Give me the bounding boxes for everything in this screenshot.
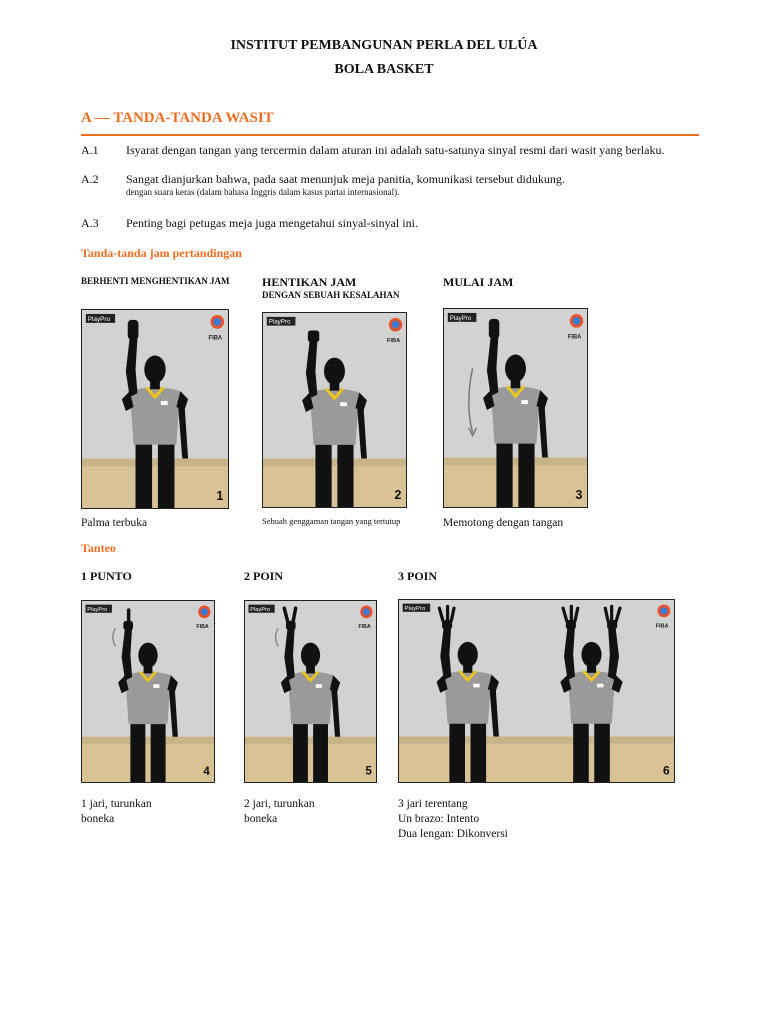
signal-label-3-points: 3 POIN — [398, 569, 437, 583]
document-subtitle: BOLA BASKET — [334, 62, 434, 77]
paragraph-text-a1: Isyarat dengan tangan yang tercermin dalam aturan ini adalah satu-satunya sinyal resmi dari wasit yang berlaku. — [126, 143, 665, 157]
card-number: 2 — [394, 488, 402, 503]
section-title: A — TANDA-TANDA WASIT — [81, 110, 274, 126]
signal-card-1 — [81, 309, 229, 509]
card-number: 3 — [575, 487, 583, 503]
caption-line: boneka — [244, 813, 278, 825]
signal-card-5 — [244, 600, 377, 783]
card-number: 6 — [663, 763, 670, 778]
signal-caption-4 — [81, 797, 152, 827]
card-number: 1 — [216, 487, 224, 504]
svg-text:FIBA: FIBA — [386, 338, 401, 345]
caption-line: 2 jari, turunkan — [244, 798, 315, 810]
paragraph-number-a3: A.3 — [81, 216, 99, 230]
signal-label-1-point: 1 PUNTO — [81, 569, 132, 583]
signal-sublabel-stop-clock-foul: DENGAN SEBUAH KESALAHAN — [262, 290, 400, 300]
signal-caption-6 — [398, 797, 508, 842]
svg-text:PlayPro: PlayPro — [268, 318, 291, 326]
signal-caption-1: Palma terbuka — [81, 517, 148, 529]
caption-line: 1 jari, turunkan — [81, 798, 152, 810]
card-number: 5 — [365, 765, 372, 778]
signal-card-3 — [443, 308, 588, 508]
caption-line: 3 jari terentang — [398, 798, 468, 810]
caption-line: Dua lengan: Dikonversi — [398, 828, 508, 840]
signal-label-start-clock: MULAI JAM — [443, 275, 514, 289]
signal-card-6 — [398, 599, 675, 783]
signal-label-stop-clock: BERHENTI MENGHENTIKAN JAM — [81, 276, 230, 286]
score-signals-heading: Tanteo — [81, 541, 116, 555]
svg-text:PlayPro: PlayPro — [87, 315, 110, 323]
svg-text:FIBA: FIBA — [655, 623, 669, 630]
paragraph-number-a1: A.1 — [81, 143, 99, 157]
caption-line: boneka — [81, 813, 115, 825]
caption-line: Un brazo: Intento — [398, 813, 480, 825]
signal-label-2-points: 2 POIN — [244, 569, 283, 583]
svg-text:FIBA: FIBA — [567, 334, 582, 341]
section-divider — [81, 134, 699, 136]
svg-text:PlayPro: PlayPro — [87, 606, 108, 613]
svg-text:FIBA: FIBA — [196, 624, 209, 631]
signal-caption-2: Sebuah genggaman tangan yang tertutup — [262, 516, 401, 526]
signal-card-4 — [81, 600, 215, 783]
svg-text:PlayPro: PlayPro — [404, 606, 426, 613]
paragraph-text-a3: Penting bagi petugas meja juga mengetahui sinyal-sinyal ini. — [126, 216, 418, 230]
document-title: INSTITUT PEMBANGUNAN PERLA DEL ULÚA — [230, 38, 538, 53]
svg-text:PlayPro: PlayPro — [250, 606, 271, 613]
svg-text:FIBA: FIBA — [208, 335, 223, 342]
clock-signals-heading: Tanda-tanda jam pertandingan — [81, 246, 242, 260]
paragraph-text-a2: Sangat dianjurkan bahwa, pada saat menunjuk meja panitia, komunikasi tersebut didukung. — [126, 172, 565, 186]
paragraph-number-a2: A.2 — [81, 172, 99, 186]
signal-caption-3: Memotong dengan tangan — [443, 517, 564, 529]
svg-text:FIBA: FIBA — [358, 624, 371, 631]
signal-label-stop-clock-foul: HENTIKAN JAM — [262, 275, 357, 289]
svg-text:PlayPro: PlayPro — [449, 314, 472, 322]
paragraph-note-a2: dengan suara keras (dalam bahasa Inggris dalam kasus partai internasional). — [126, 187, 400, 197]
signal-caption-5 — [244, 797, 315, 827]
signal-card-2 — [262, 312, 407, 508]
card-number: 4 — [203, 764, 210, 778]
